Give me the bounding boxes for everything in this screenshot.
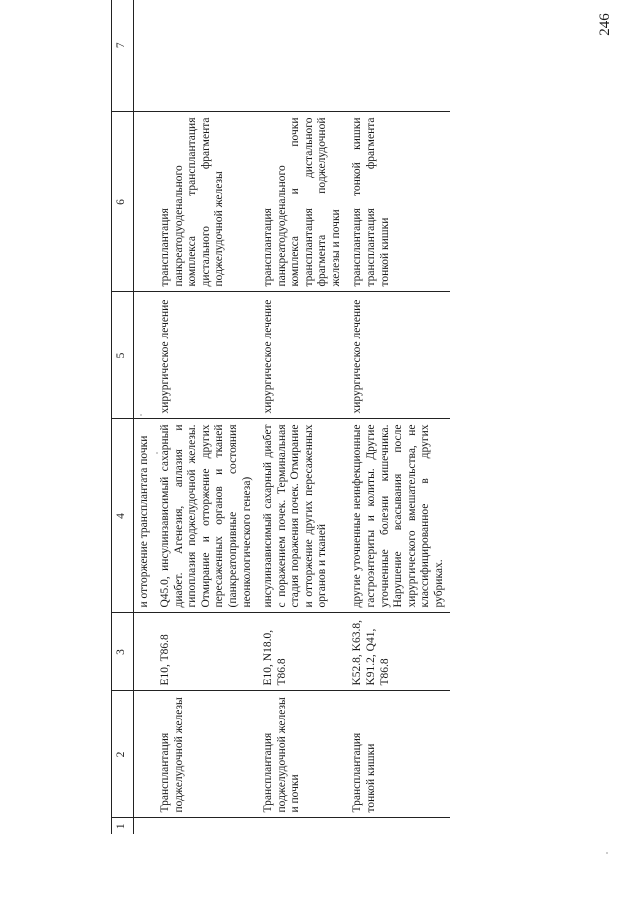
cell-diagnosis: инсулинзависимый сахарный диабет с поражением почек. Терминальная стадия поражения почек. Отмирание и отторжение других пересаженных органов и тканей [258,419,347,613]
table-row [133,0,155,834]
scan-speck [140,414,142,416]
cell-diagnosis: и отторжение трансплантата почки [133,419,155,613]
column-number: 4 [112,419,134,613]
page-number: 246 [596,13,613,36]
column-number: 6 [112,112,134,292]
column-number: 1 [112,818,134,834]
cell-codes: E10, N18.0, T86.8 [258,613,347,691]
scan-speck [606,852,608,854]
cell-treatment: хирургическое лечение [258,292,347,419]
cell-codes: E10, T86.8 [155,613,258,691]
cell-diagnosis: другие уточненные неинфекционные гастроэнтериты и колиты. Другие уточненные болезни кишечника. Нарушение всасывания после хирургического вмешательства, не классифицированное в других рубриках. [347,419,450,613]
cell-method: трансплантация панкреатодуоденального комплекса и почки трансплантация дистального фрагмента поджелудочной железы и почки [258,112,347,292]
medical-procedures-table [111,0,450,834]
cell-codes [133,613,155,691]
cell-codes: K52.8, K63.8, K91.2, Q41, T86.8 [347,613,450,691]
table-row [258,0,347,834]
cell-col7 [347,0,450,112]
cell-procedure: Трансплантация тонкой кишки [347,691,450,818]
column-number: 7 [112,0,134,112]
cell-treatment: хирургическое лечение [347,292,450,419]
scan-speck [156,452,158,454]
cell-method: трансплантация панкреатодуоденального комплекса трансплантация дистального фрагмента поджелудочной железы [155,112,258,292]
table-row [347,0,450,834]
cell-col1 [133,818,155,834]
cell-treatment [133,292,155,419]
cell-procedure [133,691,155,818]
cell-method: трансплантация тонкой кишки трансплантация фрагмента тонкой кишки [347,112,450,292]
cell-diagnosis: Q45.0, инсулинзависимый сахарный диабет. Агенезия, аплазия и гипоплазия поджелудочной железы. Отмирание и отторжение других пересаженных органов и тканей (панкреатопривные состояния неонкологического генеза) [155,419,258,613]
cell-col1 [258,818,347,834]
cell-procedure: Трансплантация поджелудочной железы и почки [258,691,347,818]
cell-treatment: хирургическое лечение [155,292,258,419]
column-number: 5 [112,292,134,419]
column-number: 2 [112,691,134,818]
cell-procedure: Трансплантация поджелудочной железы [155,691,258,818]
cell-col1 [347,818,450,834]
column-number-row [112,0,134,834]
table-row [155,0,258,834]
rotated-table-sheet [111,0,629,834]
cell-col7 [155,0,258,112]
cell-method [133,112,155,292]
cell-col7 [258,0,347,112]
cell-col7 [133,0,155,112]
cell-col1 [155,818,258,834]
column-number: 3 [112,613,134,691]
